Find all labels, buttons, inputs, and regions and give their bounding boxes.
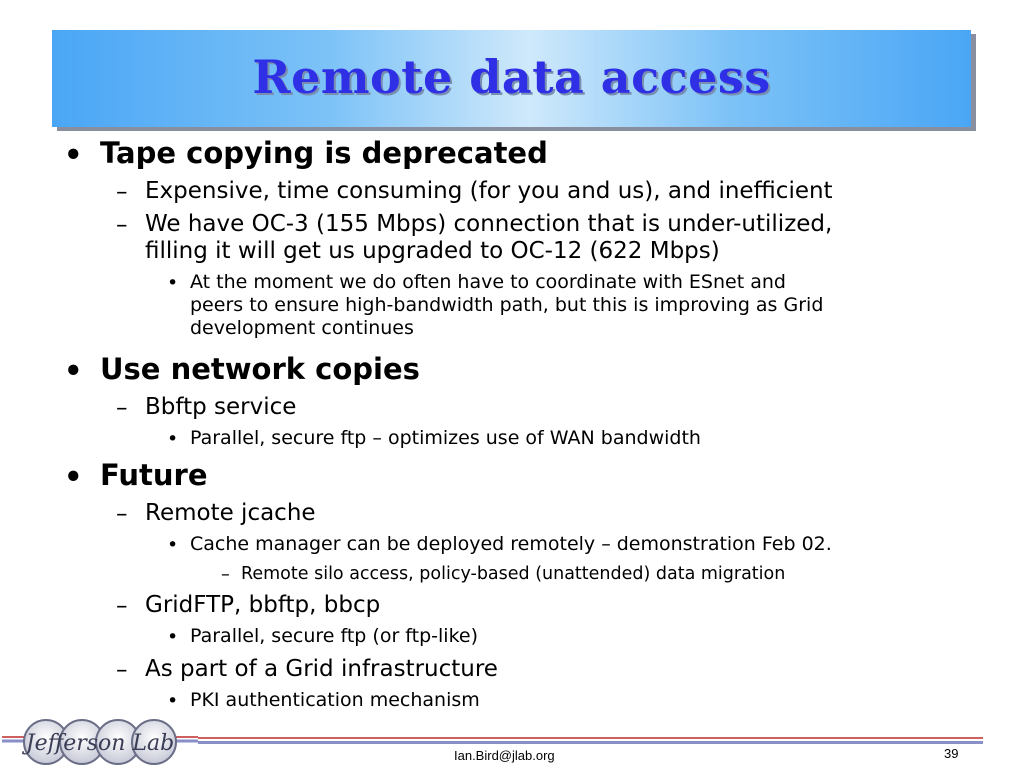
bullet-text: Future bbox=[100, 458, 208, 492]
bullet-dash: – bbox=[116, 212, 128, 238]
bullet-text: We have OC-3 (155 Mbps) connection that is under-utilized, bbox=[145, 211, 833, 237]
logo-text: Jefferson Lab bbox=[25, 731, 175, 756]
footer-divider-blue bbox=[198, 741, 983, 744]
bullet-dot: • bbox=[167, 428, 179, 450]
bullet-dot: • bbox=[167, 272, 179, 294]
bullet-dot: • bbox=[64, 460, 83, 494]
bullet-dot: • bbox=[167, 534, 179, 556]
bullet-dot: • bbox=[64, 354, 83, 388]
bullet-text: peers to ensure high-bandwidth path, but this is improving as Grid bbox=[190, 294, 824, 316]
bullet-dash: – bbox=[221, 565, 230, 585]
bullet-dash: – bbox=[116, 179, 128, 205]
bullet-text: Parallel, secure ftp – optimizes use of WAN bandwidth bbox=[190, 427, 701, 449]
slide-title: Remote data access bbox=[252, 49, 771, 104]
jefferson-lab-logo bbox=[2, 716, 198, 768]
bullet-text: Remote silo access, policy-based (unattended) data migration bbox=[241, 564, 786, 584]
bullet-text: development continues bbox=[190, 317, 414, 339]
bullet-text: At the moment we do often have to coordinate with ESnet and bbox=[190, 271, 786, 293]
bullet-dash: – bbox=[116, 501, 128, 527]
bullet-dash: – bbox=[116, 593, 128, 619]
footer-email: Ian.Bird@jlab.org bbox=[454, 748, 555, 763]
bullet-dot: • bbox=[167, 626, 179, 648]
bullet-text: As part of a Grid infrastructure bbox=[145, 656, 498, 682]
bullet-text: Cache manager can be deployed remotely – demonstration Feb 02. bbox=[190, 533, 832, 555]
bullet-text: GridFTP, bbftp, bbcp bbox=[145, 592, 381, 618]
bullet-dot: • bbox=[167, 690, 179, 712]
bullet-text: Parallel, secure ftp (or ftp-like) bbox=[190, 625, 479, 647]
footer-divider-red bbox=[198, 737, 983, 739]
bullet-text: Use network copies bbox=[100, 352, 420, 386]
bullet-text: Bbftp service bbox=[145, 394, 297, 420]
page-number: 39 bbox=[944, 746, 959, 761]
bullet-dash: – bbox=[116, 657, 128, 683]
bullet-dot: • bbox=[64, 138, 83, 172]
bullet-text: Remote jcache bbox=[145, 500, 316, 526]
bullet-text: filling it will get us upgraded to OC-12 (622 Mbps) bbox=[145, 238, 720, 264]
bullet-dash: – bbox=[116, 395, 128, 421]
bullet-text: Expensive, time consuming (for you and us), and inefficient bbox=[145, 178, 833, 204]
bullet-text: Tape copying is deprecated bbox=[100, 136, 548, 170]
bullet-text: PKI authentication mechanism bbox=[190, 689, 480, 711]
